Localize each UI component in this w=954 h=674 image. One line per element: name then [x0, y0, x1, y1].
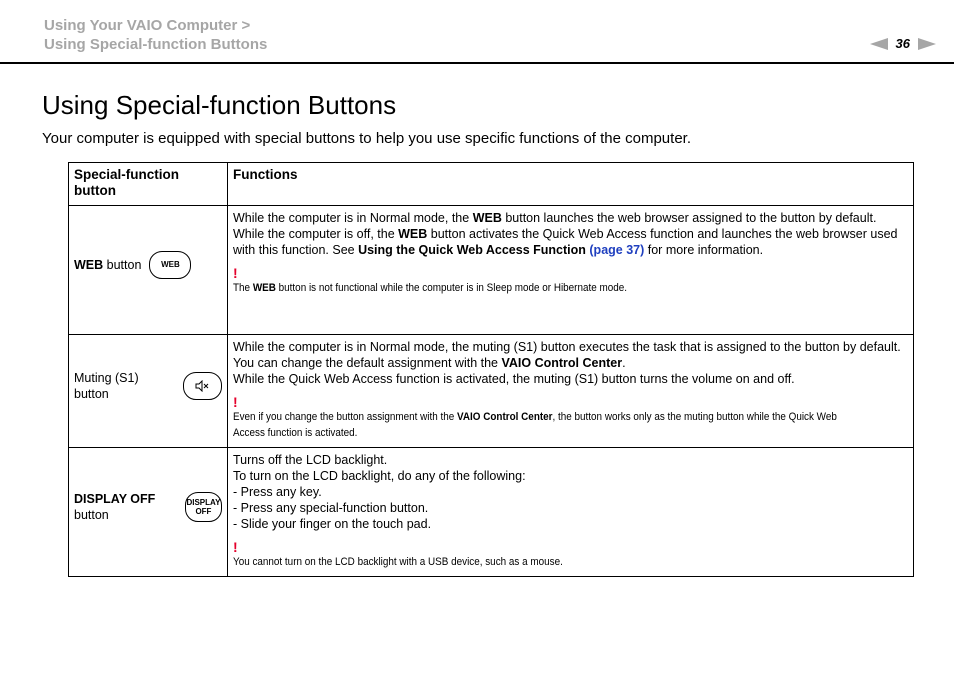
text-run: button activates the Quick Web Access function and launches the web browser used with this function. See [233, 227, 898, 257]
muting-functions-cell [228, 335, 914, 448]
text-run: While the computer is off, the [233, 227, 399, 241]
display-off-button-cell [69, 448, 228, 577]
muting-function-qwa: While the Quick Web Access function is activated, the muting (S1) button turns the volume on and off. [233, 372, 795, 386]
text-run: WEB [252, 282, 276, 294]
text-run: VAIO Control Center [501, 356, 623, 370]
column-header-functions: Functions [228, 163, 914, 206]
speaker-mute-icon [195, 380, 209, 392]
breadcrumb [44, 16, 267, 54]
muting-button-label: Muting (S1) button [74, 370, 139, 401]
text-run: WEB [398, 227, 428, 241]
warning-note [233, 280, 841, 296]
warning-icon: ! [233, 394, 238, 410]
text-run: Even if you change the button assignment with the [233, 411, 458, 423]
display-off-line: - Slide your finger on the touch pad. [233, 517, 432, 531]
web-button-label [74, 257, 141, 273]
text-run: button is not functional while the computer is in Sleep mode or Hibernate mode. [275, 282, 628, 294]
warning-icon: ! [233, 539, 238, 555]
mute-key-icon [183, 372, 222, 400]
web-function-off [233, 226, 908, 258]
text-run: , the button works only as the muting button while the Quick Web Access function is activated. [233, 411, 837, 439]
web-button-name: WEB [74, 257, 104, 272]
web-button-cell [69, 206, 228, 335]
table-row [69, 206, 914, 335]
web-functions-cell [228, 206, 914, 335]
warning-icon: ! [233, 265, 238, 281]
text-run: While the computer is in Normal mode, the [233, 211, 473, 225]
display-off-line: - Press any key. [233, 485, 322, 499]
breadcrumb-parent[interactable]: Using Your VAIO Computer > [44, 17, 251, 34]
table-header-row [69, 163, 914, 206]
muting-button-cell [69, 335, 228, 448]
warning-note [233, 409, 841, 441]
page-navigation [870, 36, 936, 51]
display-off-button-name: DISPLAY OFF [74, 491, 156, 506]
display-off-line: - Press any special-function button. [233, 501, 429, 515]
warning-note: You cannot turn on the LCD backlight with a USB device, such as a mouse. [233, 556, 563, 568]
table-row [69, 335, 914, 448]
text-run: button launches the web browser assigned to the button by default. [501, 211, 877, 225]
web-button-suffix: button [103, 257, 142, 272]
text-run: WEB [472, 211, 502, 225]
header-divider [0, 62, 954, 64]
web-key-label: WEB [161, 260, 180, 269]
text-run: . [622, 356, 626, 370]
next-page-icon[interactable] [918, 38, 936, 50]
page-number: 36 [895, 36, 910, 51]
column-header-button: Special-function button [69, 163, 228, 206]
key-label-line2: OFF [195, 506, 212, 516]
display-off-line: Turns off the LCD backlight. [233, 453, 388, 467]
page-37-link[interactable]: (page 37) [589, 243, 645, 257]
text-run: While the computer is in Normal mode, the muting (S1) button executes the task that is assigned to the button by default. You can change the default assignment with the [233, 340, 901, 370]
web-key-icon [149, 251, 191, 279]
web-function-normal [233, 210, 908, 226]
text-run: for more information. [644, 243, 764, 257]
key-label-line1: DISPLAY [186, 497, 221, 507]
text-run: VAIO Control Center [457, 411, 553, 423]
text-run: The [233, 282, 253, 294]
muting-function-normal [233, 339, 908, 371]
breadcrumb-current: Using Special-function Buttons [44, 36, 268, 53]
special-function-table [68, 162, 914, 577]
text-run: Using the Quick Web Access Function [358, 243, 586, 257]
display-off-line: To turn on the LCD backlight, do any of the following: [233, 469, 526, 483]
page-title: Using Special-function Buttons [42, 90, 397, 120]
previous-page-icon[interactable] [870, 38, 888, 50]
intro-paragraph: Your computer is equipped with special buttons to help you use specific functions of the computer. [42, 130, 691, 147]
display-off-functions-cell [228, 448, 914, 577]
display-off-button-label [74, 491, 179, 523]
display-off-button-suffix: button [74, 507, 109, 522]
display-off-key-icon [185, 492, 222, 522]
table-row [69, 448, 914, 577]
